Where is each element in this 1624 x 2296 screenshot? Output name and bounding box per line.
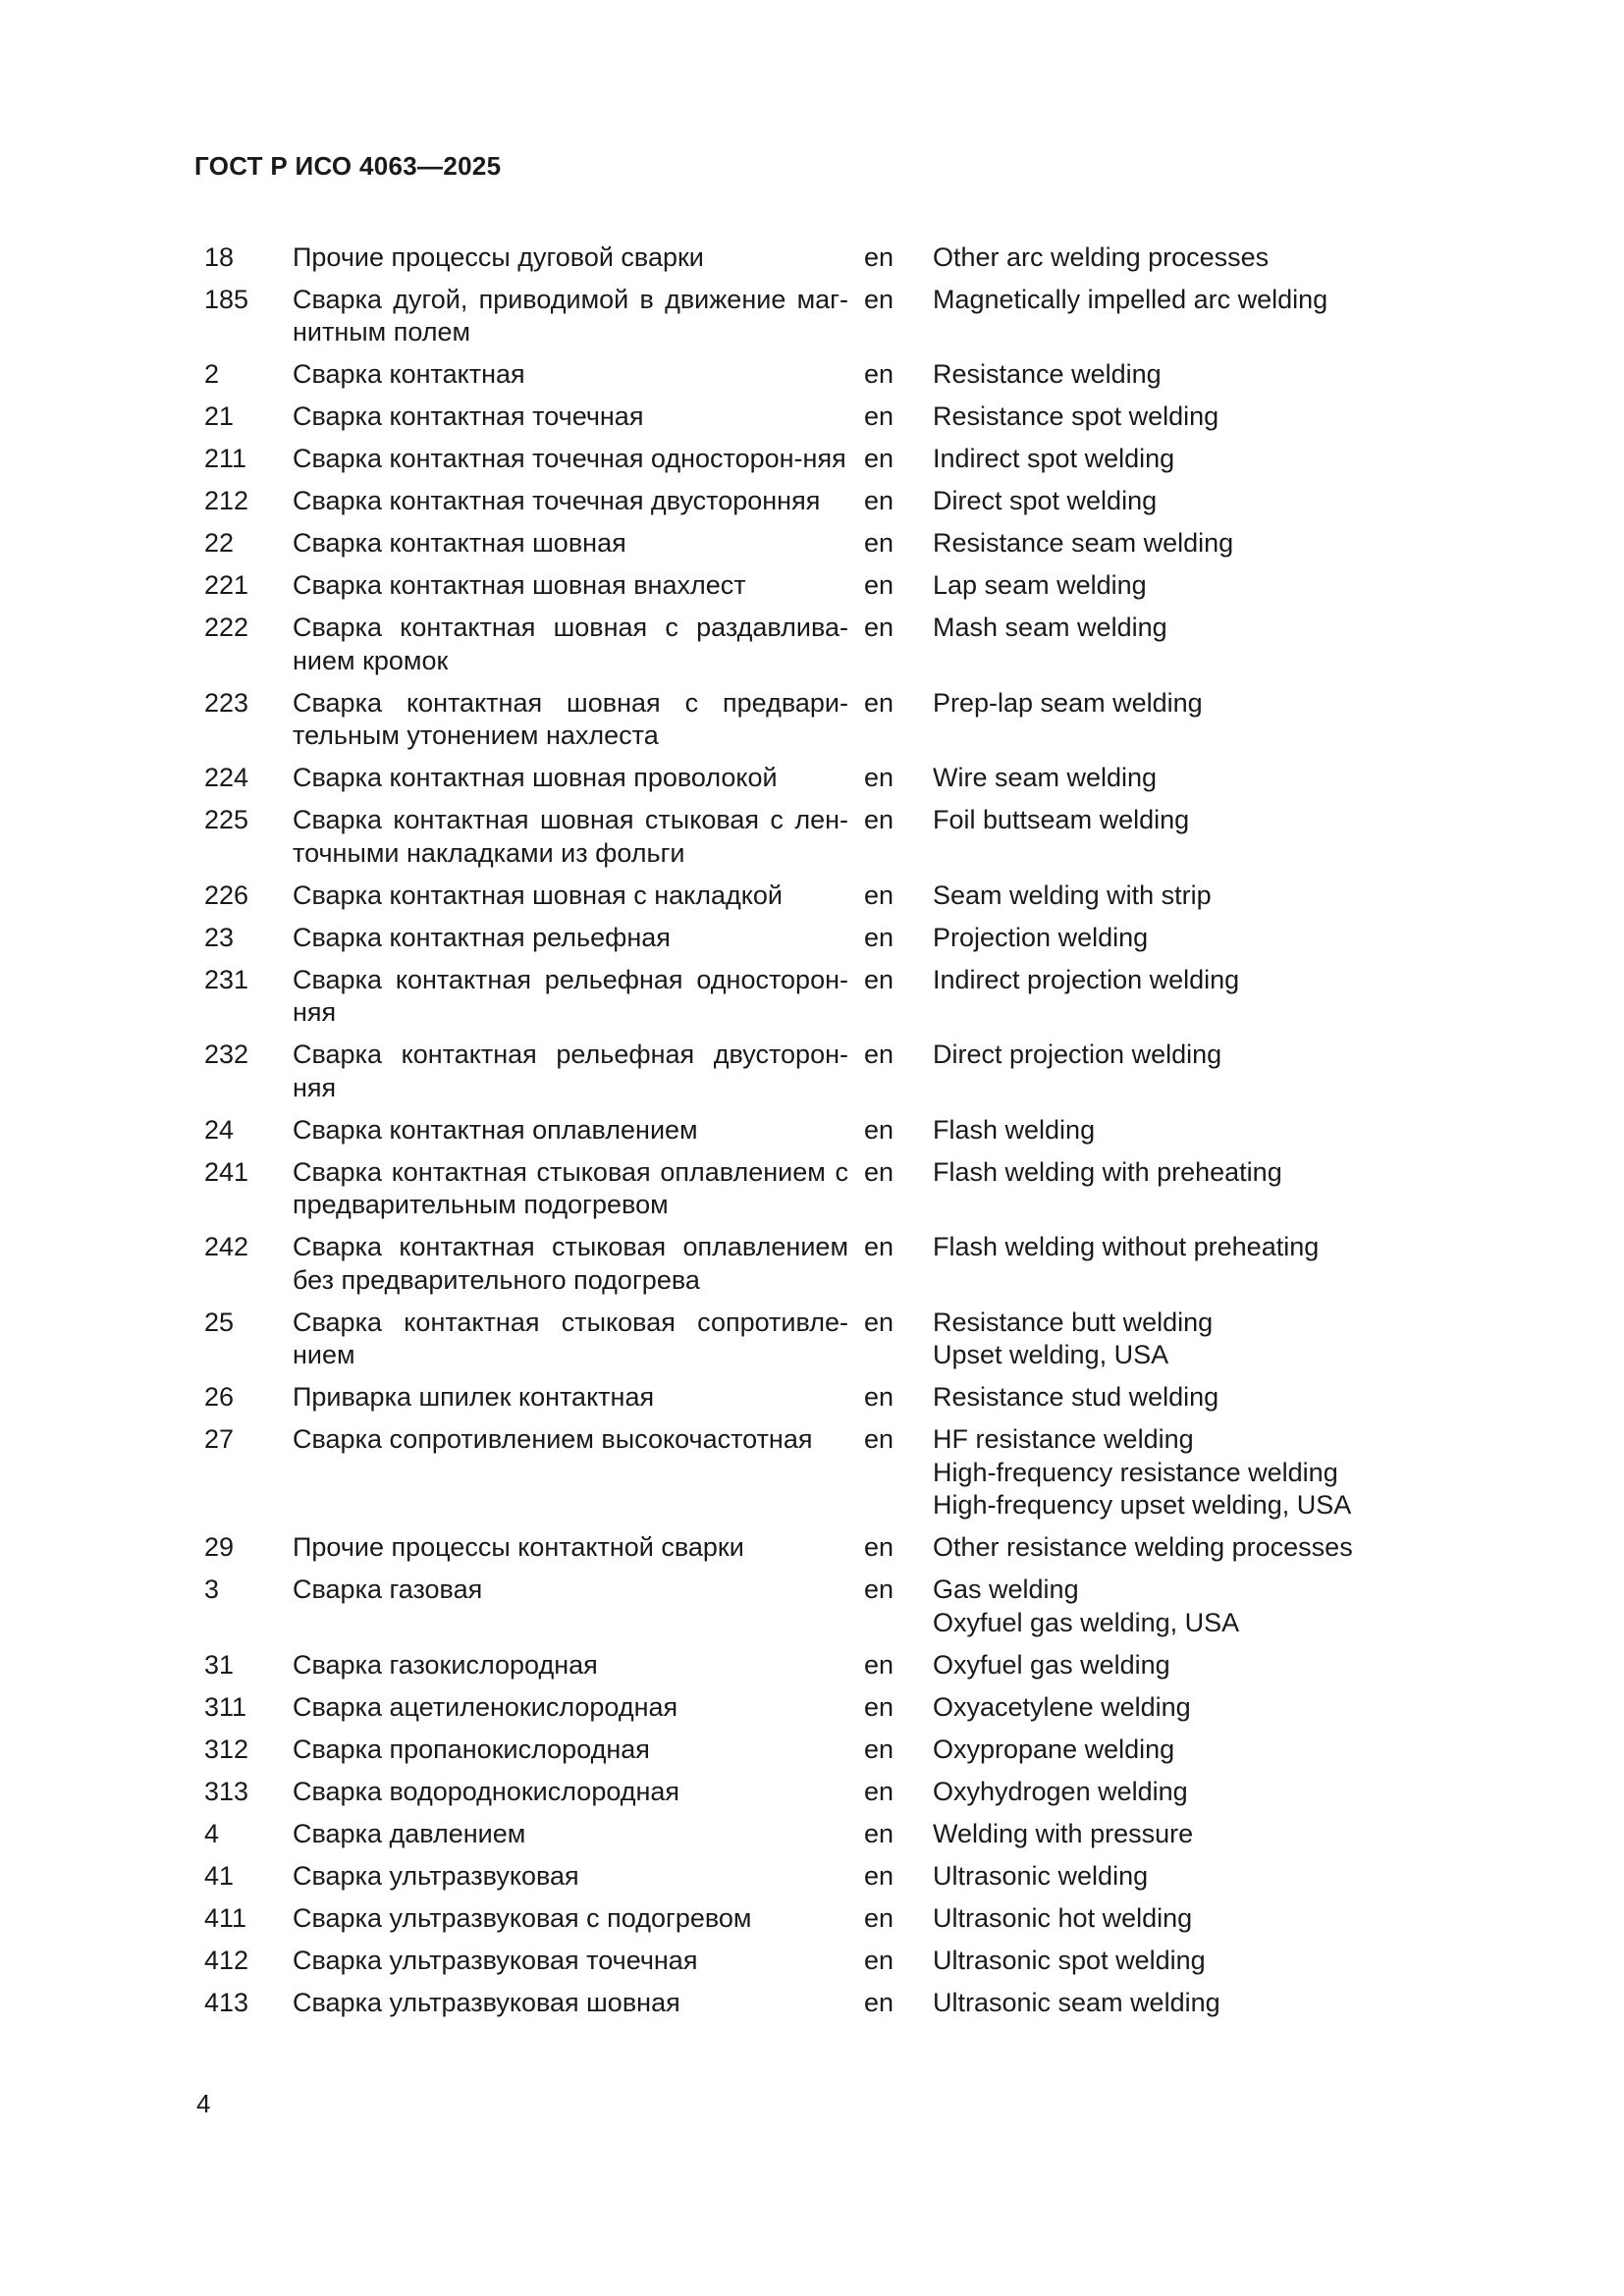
english-term: Flash welding [933, 1114, 1096, 1145]
english-terms [933, 1649, 1422, 1682]
english-term: Ultrasonic spot welding [933, 1945, 1206, 1975]
russian-term: Сварка контактная шовная стыковая с лен-точными накладками из фольги [293, 805, 848, 868]
english-terms [933, 1818, 1422, 1851]
english-term: Indirect projection welding [933, 964, 1240, 994]
english-term: Projection welding [933, 922, 1149, 952]
process-code: 21 [204, 401, 235, 431]
language-code: en [864, 964, 894, 994]
english-terms [933, 1156, 1422, 1190]
english-term: Welding with pressure [933, 1818, 1194, 1848]
english-term: Ultrasonic welding [933, 1860, 1149, 1891]
english-term: Oxyfuel gas welding [933, 1649, 1170, 1680]
process-code: 226 [204, 880, 249, 910]
english-terms [933, 1860, 1422, 1894]
document-header: ГОСТ Р ИСО 4063—2025 [194, 151, 502, 181]
term-entry [204, 480, 1422, 522]
language-code: en [864, 880, 894, 910]
russian-term: Сварка контактная рельефная [293, 922, 671, 952]
term-entry [204, 1150, 1422, 1226]
process-code: 313 [204, 1776, 249, 1806]
english-term: Prep-lap seam welding [933, 687, 1203, 718]
russian-term: Сварка газовая [293, 1575, 483, 1604]
russian-term: Сварка контактная шовная с предвари-тельным утонением нахлеста [293, 687, 848, 750]
english-term: Gas welding [933, 1575, 1079, 1604]
language-code: en [864, 922, 894, 952]
english-term: Oxyacetylene welding [933, 1691, 1191, 1722]
language-code: en [864, 1776, 894, 1806]
process-code: 413 [204, 1987, 249, 2017]
english-terms [933, 1691, 1422, 1725]
english-terms [933, 569, 1422, 603]
term-entry [204, 1643, 1422, 1685]
english-term: Flash welding with preheating [933, 1156, 1282, 1187]
russian-term: Сварка контактная оплавлением [293, 1114, 698, 1145]
russian-term: Сварка ультразвуковая шовная [293, 1987, 680, 2017]
russian-term: Сварка контактная шовная с накладкой [293, 880, 783, 910]
russian-term: Сварка контактная шовная [293, 528, 626, 558]
process-code: 223 [204, 687, 249, 718]
english-term: Direct spot welding [933, 486, 1158, 515]
language-code: en [864, 1818, 894, 1848]
language-code: en [864, 1734, 894, 1764]
russian-term: Прочие процессы контактной сварки [293, 1532, 744, 1562]
language-code: en [864, 1649, 894, 1680]
term-entry [204, 958, 1422, 1034]
term-entry [204, 1685, 1422, 1728]
language-code: en [864, 1902, 894, 1933]
english-term: Other arc welding processes [933, 241, 1270, 272]
english-term: Seam welding with strip [933, 880, 1212, 910]
russian-term: Сварка ультразвуковая [293, 1860, 579, 1891]
term-entry [204, 1034, 1422, 1109]
english-terms [933, 1776, 1422, 1809]
english-terms [933, 1039, 1422, 1072]
term-entry [204, 607, 1422, 682]
language-code: en [864, 528, 894, 558]
english-term: Ultrasonic hot welding [933, 1902, 1193, 1933]
language-code: en [864, 1575, 894, 1604]
term-entry [204, 1939, 1422, 1981]
russian-term: Сварка контактная точечная двусторонняя [293, 486, 821, 515]
russian-term: Сварка контактная шовная с раздавлива-нием кромок [293, 613, 848, 675]
english-terms [933, 400, 1422, 434]
process-code: 26 [204, 1382, 235, 1412]
english-term: Magnetically impelled arc welding [933, 284, 1328, 314]
russian-term: Сварка ацетиленокислородная [293, 1691, 678, 1722]
language-code: en [864, 1532, 894, 1562]
russian-term: Сварка газокислородная [293, 1649, 598, 1680]
english-term: Resistance butt welding [933, 1307, 1214, 1337]
english-term: High-frequency resistance welding [933, 1457, 1338, 1487]
term-entry [204, 396, 1422, 438]
english-terms [933, 485, 1422, 518]
language-code: en [864, 1156, 894, 1187]
english-terms [933, 762, 1422, 795]
term-entry [204, 564, 1422, 607]
russian-term: Сварка сопротивлением высокочастотная [293, 1424, 813, 1454]
english-terms [933, 1902, 1422, 1936]
language-code: en [864, 486, 894, 515]
language-code: en [864, 284, 894, 314]
russian-term: Сварка дугой, приводимой в движение маг-нитным полем [293, 284, 848, 347]
english-terms [933, 443, 1422, 476]
english-terms [933, 804, 1422, 837]
russian-term: Сварка контактная [293, 359, 525, 389]
process-code: 2 [204, 359, 220, 389]
english-term: Oxyfuel gas welding, USA [933, 1607, 1240, 1637]
russian-term: Сварка водороднокислородная [293, 1776, 680, 1806]
language-code: en [864, 1307, 894, 1337]
english-terms [933, 1231, 1422, 1264]
process-code: 3 [204, 1575, 220, 1604]
language-code: en [864, 1987, 894, 2017]
term-entry [204, 1108, 1422, 1150]
english-term: Wire seam welding [933, 763, 1158, 792]
english-terms [933, 1987, 1422, 2020]
english-terms [933, 284, 1422, 317]
process-code: 23 [204, 922, 235, 952]
english-term: HF resistance welding [933, 1424, 1194, 1454]
process-code: 231 [204, 964, 249, 994]
process-code: 242 [204, 1232, 249, 1261]
language-code: en [864, 1691, 894, 1722]
russian-term: Сварка контактная рельефная односторон-няя [293, 964, 848, 1027]
english-term: Flash welding without preheating [933, 1232, 1320, 1261]
english-term: Resistance spot welding [933, 401, 1219, 431]
english-term: Resistance stud welding [933, 1382, 1219, 1412]
language-code: en [864, 444, 894, 473]
term-entry [204, 278, 1422, 353]
language-code: en [864, 1040, 894, 1069]
process-code: 211 [204, 444, 247, 473]
term-entry [204, 799, 1422, 875]
english-term: Resistance welding [933, 359, 1162, 389]
english-terms [933, 1531, 1422, 1565]
english-term: Oxypropane welding [933, 1734, 1175, 1764]
process-code: 311 [204, 1691, 247, 1722]
english-terms [933, 358, 1422, 392]
language-code: en [864, 687, 894, 718]
term-entry [204, 1226, 1422, 1302]
russian-term: Сварка контактная точечная [293, 401, 644, 431]
language-code: en [864, 1114, 894, 1145]
term-entry [204, 916, 1422, 958]
term-entry [204, 1770, 1422, 1812]
russian-term: Сварка контактная точечная односторон-няя [293, 444, 846, 473]
process-code: 212 [204, 486, 249, 515]
process-code: 221 [204, 570, 249, 600]
term-entry [204, 1376, 1422, 1418]
english-terms [933, 1114, 1422, 1148]
english-term: Direct projection welding [933, 1040, 1222, 1069]
term-entry [204, 522, 1422, 564]
english-term: Lap seam welding [933, 570, 1147, 600]
term-entry [204, 1728, 1422, 1770]
english-term: Upset welding, USA [933, 1340, 1169, 1369]
english-terms [933, 1381, 1422, 1415]
term-entry [204, 681, 1422, 757]
english-terms [933, 1423, 1422, 1522]
english-terms [933, 1574, 1422, 1639]
process-code: 41 [204, 1860, 235, 1891]
language-code: en [864, 570, 894, 600]
russian-term: Сварка ультразвуковая с подогревом [293, 1902, 752, 1933]
english-terms [933, 880, 1422, 913]
term-entry [204, 757, 1422, 799]
process-code: 232 [204, 1040, 249, 1069]
term-list [204, 236, 1422, 2023]
english-terms [933, 1945, 1422, 1978]
term-entry [204, 1812, 1422, 1854]
english-term: Foil buttseam welding [933, 805, 1190, 834]
process-code: 29 [204, 1532, 235, 1562]
language-code: en [864, 1232, 894, 1261]
term-entry [204, 1854, 1422, 1896]
term-entry [204, 438, 1422, 480]
russian-term: Сварка ультразвуковая точечная [293, 1945, 698, 1975]
language-code: en [864, 359, 894, 389]
english-terms [933, 241, 1422, 275]
english-terms [933, 687, 1422, 721]
process-code: 224 [204, 763, 249, 792]
russian-term: Прочие процессы дуговой сварки [293, 241, 704, 272]
term-entry [204, 874, 1422, 916]
term-entry [204, 1526, 1422, 1569]
process-code: 412 [204, 1945, 249, 1975]
process-code: 4 [204, 1818, 220, 1848]
english-terms [933, 612, 1422, 645]
russian-term: Сварка контактная шовная внахлест [293, 570, 746, 600]
process-code: 27 [204, 1424, 235, 1454]
english-terms [933, 527, 1422, 561]
process-code: 22 [204, 528, 235, 558]
process-code: 241 [204, 1156, 249, 1187]
process-code: 185 [204, 284, 249, 314]
process-code: 24 [204, 1114, 235, 1145]
page-number: 4 [196, 2089, 211, 2118]
russian-term: Сварка контактная стыковая сопротивле-нием [293, 1307, 848, 1369]
language-code: en [864, 613, 894, 642]
russian-term: Приварка шпилек контактная [293, 1382, 655, 1412]
russian-term: Сварка контактная стыковая оплавлением с предварительным подогревом [293, 1156, 848, 1219]
english-term: Oxyhydrogen welding [933, 1776, 1188, 1806]
term-entry [204, 1418, 1422, 1526]
english-term: Other resistance welding processes [933, 1532, 1353, 1562]
russian-term: Сварка контактная шовная проволокой [293, 763, 778, 792]
language-code: en [864, 1424, 894, 1454]
russian-term: Сварка давлением [293, 1818, 526, 1848]
english-term: Mash seam welding [933, 613, 1167, 642]
term-entry [204, 1896, 1422, 1939]
term-entry [204, 1981, 1422, 2023]
english-terms [933, 1734, 1422, 1767]
english-terms [933, 922, 1422, 955]
russian-term: Сварка контактная рельефная двусторон-няя [293, 1040, 848, 1102]
language-code: en [864, 241, 894, 272]
english-term: Indirect spot welding [933, 444, 1175, 473]
english-term: Resistance seam welding [933, 528, 1234, 558]
english-term: High-frequency upset welding, USA [933, 1490, 1352, 1520]
term-entry [204, 1301, 1422, 1376]
process-code: 31 [204, 1649, 235, 1680]
language-code: en [864, 401, 894, 431]
term-entry [204, 1569, 1422, 1644]
english-term: Ultrasonic seam welding [933, 1987, 1220, 2017]
process-code: 18 [204, 241, 235, 272]
process-code: 312 [204, 1734, 249, 1764]
process-code: 225 [204, 805, 249, 834]
language-code: en [864, 1382, 894, 1412]
language-code: en [864, 763, 894, 792]
english-terms [933, 1307, 1422, 1372]
process-code: 25 [204, 1307, 235, 1337]
process-code: 222 [204, 613, 249, 642]
process-code: 411 [204, 1902, 247, 1933]
term-entry [204, 236, 1422, 278]
term-entry [204, 353, 1422, 396]
language-code: en [864, 1945, 894, 1975]
russian-term: Сварка пропанокислородная [293, 1734, 650, 1764]
russian-term: Сварка контактная стыковая оплавлением без предварительного подогрева [293, 1232, 848, 1295]
language-code: en [864, 1860, 894, 1891]
language-code: en [864, 805, 894, 834]
english-terms [933, 964, 1422, 997]
